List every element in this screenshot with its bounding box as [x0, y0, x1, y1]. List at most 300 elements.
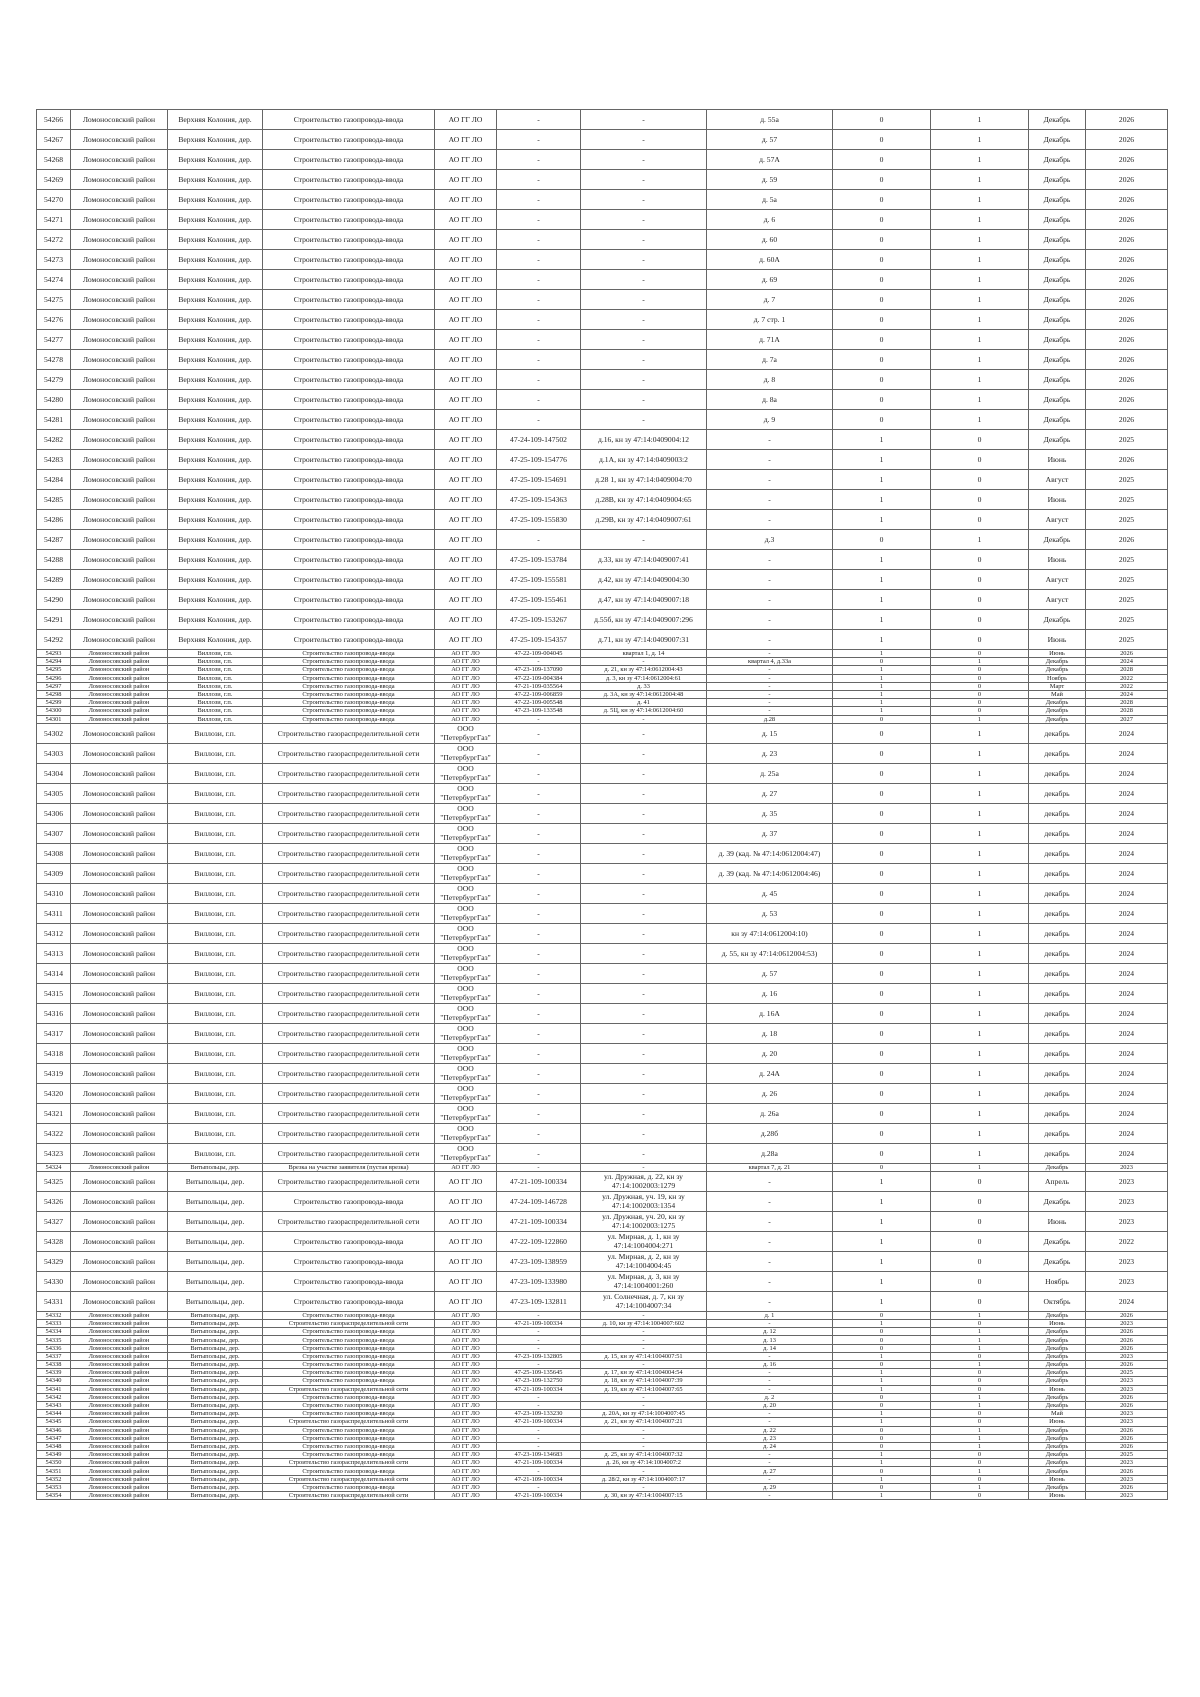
- cell-work: Строительство газопровода-ввода: [263, 470, 435, 490]
- table-row: [37, 570, 1168, 590]
- cell-work: Строительство газопровода-ввода: [263, 1451, 435, 1459]
- cell-c2: 0: [931, 1251, 1029, 1271]
- cell-district: Ломоносовский район: [71, 1352, 168, 1360]
- cell-year: 2024: [1086, 1103, 1168, 1123]
- cell-c2: 1: [931, 1311, 1029, 1319]
- cell-house: -: [707, 450, 833, 470]
- cell-locality: Верхняя Колония, дер.: [168, 150, 263, 170]
- cell-c2: 1: [931, 843, 1029, 863]
- table-row: [37, 1385, 1168, 1393]
- cell-month: Май: [1029, 690, 1086, 698]
- cell-c2: 1: [931, 1328, 1029, 1336]
- cell-house: -: [707, 690, 833, 698]
- cell-locality: Виллози, г.п.: [168, 707, 263, 715]
- cell-c1: 0: [833, 783, 931, 803]
- cell-permit: 47-22-109-004384: [497, 674, 581, 682]
- cell-c1: 0: [833, 350, 931, 370]
- cell-locality: Виллози, г.п.: [168, 1063, 263, 1083]
- cell-year: 2023: [1086, 1459, 1168, 1467]
- cell-c1: 1: [833, 570, 931, 590]
- cell-month: декабрь: [1029, 883, 1086, 903]
- cell-year: 2024: [1086, 1063, 1168, 1083]
- cell-permit: 47-21-109-100334: [497, 1475, 581, 1483]
- cell-org: АО ГГ ЛО: [435, 1320, 497, 1328]
- cell-house: -: [707, 682, 833, 690]
- cell-id: 54336: [37, 1344, 71, 1352]
- cell-year: 2022: [1086, 682, 1168, 690]
- cell-org: АО ГГ ЛО: [435, 470, 497, 490]
- cell-c2: 0: [931, 1291, 1029, 1311]
- cell-org: АО ГГ ЛО: [435, 1426, 497, 1434]
- cell-c1: 0: [833, 370, 931, 390]
- cell-id: 54326: [37, 1191, 71, 1211]
- cell-org: АО ГГ ЛО: [435, 1231, 497, 1251]
- cell-locality: Верхняя Колония, дер.: [168, 350, 263, 370]
- cell-id: 54287: [37, 530, 71, 550]
- cell-district: Ломоносовский район: [71, 1385, 168, 1393]
- cell-work: Строительство газопровода-ввода: [263, 310, 435, 330]
- cell-district: Ломоносовский район: [71, 510, 168, 530]
- cell-address: -: [581, 863, 707, 883]
- cell-district: Ломоносовский район: [71, 1271, 168, 1291]
- cell-id: 54268: [37, 150, 71, 170]
- cell-org: ООО "ПетербургГаз": [435, 1063, 497, 1083]
- cell-permit: 47-21-109-100334: [497, 1459, 581, 1467]
- cell-work: Строительство газораспределительной сети: [263, 1003, 435, 1023]
- cell-permit: -: [497, 270, 581, 290]
- cell-permit: -: [497, 1043, 581, 1063]
- cell-year: 2024: [1086, 983, 1168, 1003]
- cell-address: -: [581, 1434, 707, 1442]
- cell-c2: 1: [931, 210, 1029, 230]
- cell-locality: Виллози, г.п.: [168, 983, 263, 1003]
- cell-district: Ломоносовский район: [71, 410, 168, 430]
- cell-house: д. 23: [707, 1434, 833, 1442]
- cell-address: -: [581, 823, 707, 843]
- cell-id: 54350: [37, 1459, 71, 1467]
- cell-district: Ломоносовский район: [71, 658, 168, 666]
- cell-locality: Витыпольцы, дер.: [168, 1385, 263, 1393]
- cell-house: д. 23: [707, 743, 833, 763]
- cell-org: АО ГГ ЛО: [435, 230, 497, 250]
- cell-year: 2025: [1086, 570, 1168, 590]
- cell-c2: 0: [931, 450, 1029, 470]
- cell-id: 54351: [37, 1467, 71, 1475]
- cell-district: Ломоносовский район: [71, 1143, 168, 1163]
- cell-district: Ломоносовский район: [71, 1103, 168, 1123]
- cell-work: Строительство газораспределительной сети: [263, 863, 435, 883]
- cell-address: д. 17, кн зу 47:14:1004004:54: [581, 1369, 707, 1377]
- cell-org: АО ГГ ЛО: [435, 250, 497, 270]
- cell-address: д.42, кн зу 47:14:0409004:30: [581, 570, 707, 590]
- cell-address: -: [581, 370, 707, 390]
- cell-house: д. 18: [707, 1023, 833, 1043]
- cell-address: ул. Мирная, д. 1, кн зу 47:14:1004004:271: [581, 1231, 707, 1251]
- cell-address: д.16, кн зу 47:14:0409004:12: [581, 430, 707, 450]
- cell-month: декабрь: [1029, 983, 1086, 1003]
- cell-work: Строительство газопровода-ввода: [263, 1401, 435, 1409]
- cell-permit: -: [497, 290, 581, 310]
- cell-org: АО ГГ ЛО: [435, 658, 497, 666]
- cell-id: 54291: [37, 610, 71, 630]
- cell-permit: -: [497, 170, 581, 190]
- cell-id: 54301: [37, 715, 71, 723]
- cell-id: 54281: [37, 410, 71, 430]
- cell-permit: -: [497, 943, 581, 963]
- cell-c2: 0: [931, 1211, 1029, 1231]
- cell-c2: 0: [931, 690, 1029, 698]
- cell-c2: 1: [931, 130, 1029, 150]
- cell-c2: 0: [931, 1377, 1029, 1385]
- cell-permit: -: [497, 410, 581, 430]
- cell-permit: -: [497, 1123, 581, 1143]
- cell-c1: 0: [833, 1434, 931, 1442]
- cell-district: Ломоносовский район: [71, 330, 168, 350]
- cell-house: -: [707, 1418, 833, 1426]
- cell-work: Строительство газопровода-ввода: [263, 1410, 435, 1418]
- cell-c1: 0: [833, 1442, 931, 1450]
- cell-district: Ломоносовский район: [71, 707, 168, 715]
- cell-district: Ломоносовский район: [71, 1393, 168, 1401]
- cell-work: Строительство газораспределительной сети: [263, 1063, 435, 1083]
- table-row: [37, 590, 1168, 610]
- cell-permit: -: [497, 963, 581, 983]
- cell-work: Строительство газопровода-ввода: [263, 490, 435, 510]
- cell-id: 54325: [37, 1171, 71, 1191]
- cell-c1: 1: [833, 1271, 931, 1291]
- table-row: [37, 707, 1168, 715]
- cell-id: 54328: [37, 1231, 71, 1251]
- cell-locality: Верхняя Колония, дер.: [168, 170, 263, 190]
- cell-house: д.3: [707, 530, 833, 550]
- cell-c1: 0: [833, 130, 931, 150]
- cell-district: Ломоносовский район: [71, 250, 168, 270]
- cell-work: Строительство газопровода-ввода: [263, 715, 435, 723]
- cell-locality: Верхняя Колония, дер.: [168, 290, 263, 310]
- cell-c2: 0: [931, 1191, 1029, 1211]
- cell-month: Декабрь: [1029, 350, 1086, 370]
- cell-org: АО ГГ ЛО: [435, 1418, 497, 1426]
- cell-org: АО ГГ ЛО: [435, 1475, 497, 1483]
- cell-month: Декабрь: [1029, 1393, 1086, 1401]
- cell-year: 2026: [1086, 1311, 1168, 1319]
- cell-id: 54310: [37, 883, 71, 903]
- cell-c1: 0: [833, 1143, 931, 1163]
- cell-district: Ломоносовский район: [71, 390, 168, 410]
- cell-house: д. 57: [707, 963, 833, 983]
- cell-house: -: [707, 1451, 833, 1459]
- cell-address: -: [581, 230, 707, 250]
- cell-id: 54290: [37, 590, 71, 610]
- cell-month: Декабрь: [1029, 666, 1086, 674]
- cell-id: 54334: [37, 1328, 71, 1336]
- cell-c2: 0: [931, 1231, 1029, 1251]
- cell-address: -: [581, 290, 707, 310]
- cell-id: 54324: [37, 1163, 71, 1171]
- cell-id: 54267: [37, 130, 71, 150]
- cell-locality: Верхняя Колония, дер.: [168, 370, 263, 390]
- cell-district: Ломоносовский район: [71, 550, 168, 570]
- cell-locality: Верхняя Колония, дер.: [168, 110, 263, 130]
- cell-house: д. 25а: [707, 763, 833, 783]
- cell-c1: 0: [833, 763, 931, 783]
- cell-id: 54320: [37, 1083, 71, 1103]
- cell-org: АО ГГ ЛО: [435, 1393, 497, 1401]
- cell-c1: 1: [833, 1385, 931, 1393]
- cell-permit: 47-23-109-137090: [497, 666, 581, 674]
- cell-district: Ломоносовский район: [71, 210, 168, 230]
- cell-id: 54338: [37, 1361, 71, 1369]
- cell-c2: 1: [931, 1361, 1029, 1369]
- cell-org: ООО "ПетербургГаз": [435, 763, 497, 783]
- cell-work: Строительство газопровода-ввода: [263, 707, 435, 715]
- cell-org: ООО "ПетербургГаз": [435, 1043, 497, 1063]
- cell-work: Строительство газораспределительной сети: [263, 1475, 435, 1483]
- cell-org: АО ГГ ЛО: [435, 630, 497, 650]
- cell-locality: Виллози, г.п.: [168, 699, 263, 707]
- table-row: [37, 130, 1168, 150]
- cell-address: -: [581, 1442, 707, 1450]
- cell-house: -: [707, 1385, 833, 1393]
- cell-locality: Витыпольцы, дер.: [168, 1369, 263, 1377]
- table-row: [37, 1043, 1168, 1063]
- cell-month: Ноябрь: [1029, 674, 1086, 682]
- cell-month: Декабрь: [1029, 170, 1086, 190]
- cell-district: Ломоносовский район: [71, 370, 168, 390]
- cell-month: декабрь: [1029, 823, 1086, 843]
- cell-locality: Виллози, г.п.: [168, 863, 263, 883]
- cell-id: 54294: [37, 658, 71, 666]
- cell-address: -: [581, 983, 707, 1003]
- cell-month: Август: [1029, 470, 1086, 490]
- table-row: [37, 666, 1168, 674]
- cell-work: Строительство газопровода-ввода: [263, 430, 435, 450]
- cell-permit: -: [497, 1003, 581, 1023]
- cell-year: 2024: [1086, 883, 1168, 903]
- cell-year: 2024: [1086, 1043, 1168, 1063]
- cell-c1: 1: [833, 1418, 931, 1426]
- cell-year: 2026: [1086, 1393, 1168, 1401]
- cell-address: -: [581, 1103, 707, 1123]
- cell-id: 54312: [37, 923, 71, 943]
- cell-locality: Виллози, г.п.: [168, 823, 263, 843]
- cell-locality: Верхняя Колония, дер.: [168, 210, 263, 230]
- cell-work: Строительство газопровода-ввода: [263, 699, 435, 707]
- cell-house: д. 2: [707, 1393, 833, 1401]
- cell-house: д. 60А: [707, 250, 833, 270]
- cell-address: д.29В, кн зу 47:14:0409007:61: [581, 510, 707, 530]
- cell-district: Ломоносовский район: [71, 743, 168, 763]
- cell-address: -: [581, 1467, 707, 1475]
- cell-house: д. 6: [707, 210, 833, 230]
- cell-year: 2026: [1086, 390, 1168, 410]
- cell-permit: -: [497, 330, 581, 350]
- cell-locality: Виллози, г.п.: [168, 1123, 263, 1143]
- cell-org: АО ГГ ЛО: [435, 1369, 497, 1377]
- cell-locality: Виллози, г.п.: [168, 1103, 263, 1123]
- cell-year: 2026: [1086, 110, 1168, 130]
- cell-id: 54306: [37, 803, 71, 823]
- cell-district: Ломоносовский район: [71, 1311, 168, 1319]
- cell-district: Ломоносовский район: [71, 1328, 168, 1336]
- table-row: [37, 983, 1168, 1003]
- cell-c2: 1: [931, 1336, 1029, 1344]
- cell-district: Ломоносовский район: [71, 803, 168, 823]
- cell-c1: 0: [833, 410, 931, 430]
- cell-locality: Верхняя Колония, дер.: [168, 530, 263, 550]
- cell-district: Ломоносовский район: [71, 1492, 168, 1500]
- cell-work: Строительство газораспределительной сети: [263, 1023, 435, 1043]
- cell-house: -: [707, 1171, 833, 1191]
- cell-district: Ломоносовский район: [71, 843, 168, 863]
- cell-c2: 1: [931, 1163, 1029, 1171]
- cell-permit: -: [497, 1023, 581, 1043]
- cell-id: 54314: [37, 963, 71, 983]
- table-row: [37, 883, 1168, 903]
- cell-month: Декабрь: [1029, 250, 1086, 270]
- cell-year: 2026: [1086, 1328, 1168, 1336]
- cell-locality: Виллози, г.п.: [168, 715, 263, 723]
- cell-org: ООО "ПетербургГаз": [435, 783, 497, 803]
- cell-address: -: [581, 1483, 707, 1491]
- cell-locality: Виллози, г.п.: [168, 1003, 263, 1023]
- cell-work: Строительство газопровода-ввода: [263, 1251, 435, 1271]
- cell-c1: 0: [833, 658, 931, 666]
- cell-year: 2023: [1086, 1211, 1168, 1231]
- cell-work: Врезка на участке заявителя (пустая врезка): [263, 1163, 435, 1171]
- table-row: [37, 1103, 1168, 1123]
- cell-c1: 0: [833, 330, 931, 350]
- cell-month: Декабрь: [1029, 1459, 1086, 1467]
- cell-org: АО ГГ ЛО: [435, 1451, 497, 1459]
- cell-district: Ломоносовский район: [71, 570, 168, 590]
- cell-year: 2024: [1086, 1003, 1168, 1023]
- table-row: [37, 783, 1168, 803]
- cell-year: 2023: [1086, 1410, 1168, 1418]
- cell-address: -: [581, 350, 707, 370]
- cell-c1: 1: [833, 1369, 931, 1377]
- cell-address: -: [581, 1393, 707, 1401]
- cell-locality: Виллози, г.п.: [168, 1143, 263, 1163]
- cell-permit: 47-21-109-035564: [497, 682, 581, 690]
- cell-org: ООО "ПетербургГаз": [435, 963, 497, 983]
- cell-c1: 1: [833, 1291, 931, 1311]
- table-row: [37, 674, 1168, 682]
- table-row: [37, 1328, 1168, 1336]
- cell-c1: 1: [833, 630, 931, 650]
- cell-org: АО ГГ ЛО: [435, 570, 497, 590]
- cell-month: декабрь: [1029, 943, 1086, 963]
- cell-c2: 1: [931, 350, 1029, 370]
- table-row: [37, 1459, 1168, 1467]
- cell-permit: 47-24-109-147502: [497, 430, 581, 450]
- cell-locality: Витыпольцы, дер.: [168, 1311, 263, 1319]
- table-body: [37, 110, 1168, 1500]
- cell-month: Июнь: [1029, 550, 1086, 570]
- cell-year: 2026: [1086, 1361, 1168, 1369]
- cell-year: 2026: [1086, 1442, 1168, 1450]
- cell-district: Ломоносовский район: [71, 883, 168, 903]
- cell-locality: Верхняя Колония, дер.: [168, 390, 263, 410]
- cell-permit: -: [497, 923, 581, 943]
- cell-work: Строительство газораспределительной сети: [263, 783, 435, 803]
- cell-locality: Верхняя Колония, дер.: [168, 410, 263, 430]
- cell-org: ООО "ПетербургГаз": [435, 883, 497, 903]
- cell-month: Июнь: [1029, 630, 1086, 650]
- cell-id: 54272: [37, 230, 71, 250]
- cell-year: 2024: [1086, 823, 1168, 843]
- cell-locality: Витыпольцы, дер.: [168, 1191, 263, 1211]
- cell-address: -: [581, 963, 707, 983]
- cell-address: -: [581, 1123, 707, 1143]
- cell-address: д. 3А, кн зу 47:14:0612004:48: [581, 690, 707, 698]
- cell-work: Строительство газопровода-ввода: [263, 1369, 435, 1377]
- cell-id: 54340: [37, 1377, 71, 1385]
- cell-month: Декабрь: [1029, 707, 1086, 715]
- cell-id: 54269: [37, 170, 71, 190]
- table-row: [37, 1344, 1168, 1352]
- cell-id: 54349: [37, 1451, 71, 1459]
- cell-house: д. 12: [707, 1328, 833, 1336]
- cell-year: 2022: [1086, 674, 1168, 682]
- cell-permit: -: [497, 350, 581, 370]
- cell-district: Ломоносовский район: [71, 1043, 168, 1063]
- cell-district: Ломоносовский район: [71, 699, 168, 707]
- cell-month: декабрь: [1029, 1123, 1086, 1143]
- cell-year: 2027: [1086, 715, 1168, 723]
- cell-permit: 47-21-109-100334: [497, 1418, 581, 1426]
- cell-house: д. 20: [707, 1401, 833, 1409]
- cell-c2: 1: [931, 1063, 1029, 1083]
- cell-work: Строительство газопровода-ввода: [263, 650, 435, 658]
- cell-house: д. 16: [707, 1361, 833, 1369]
- cell-work: Строительство газораспределительной сети: [263, 1143, 435, 1163]
- cell-c1: 0: [833, 1103, 931, 1123]
- cell-c2: 1: [931, 863, 1029, 883]
- table-row: [37, 1311, 1168, 1319]
- cell-id: 54299: [37, 699, 71, 707]
- cell-district: Ломоносовский район: [71, 715, 168, 723]
- cell-district: Ломоносовский район: [71, 1344, 168, 1352]
- cell-month: Август: [1029, 590, 1086, 610]
- cell-address: -: [581, 1163, 707, 1171]
- table-row: [37, 110, 1168, 130]
- table-row: [37, 1251, 1168, 1271]
- cell-c1: 0: [833, 903, 931, 923]
- cell-id: 54335: [37, 1336, 71, 1344]
- cell-permit: 47-24-109-146728: [497, 1191, 581, 1211]
- cell-month: Декабрь: [1029, 1344, 1086, 1352]
- cell-c2: 1: [931, 743, 1029, 763]
- cell-id: 54307: [37, 823, 71, 843]
- cell-house: д. 45: [707, 883, 833, 903]
- cell-month: Июнь: [1029, 650, 1086, 658]
- cell-house: д. 53: [707, 903, 833, 923]
- cell-permit: -: [497, 903, 581, 923]
- cell-c2: 0: [931, 490, 1029, 510]
- cell-house: -: [707, 430, 833, 450]
- cell-permit: -: [497, 1483, 581, 1491]
- cell-id: 54343: [37, 1401, 71, 1409]
- cell-month: Декабрь: [1029, 1377, 1086, 1385]
- cell-c1: 1: [833, 450, 931, 470]
- cell-permit: 47-23-109-132811: [497, 1291, 581, 1311]
- cell-month: Июнь: [1029, 1418, 1086, 1426]
- cell-house: -: [707, 510, 833, 530]
- cell-month: декабрь: [1029, 1103, 1086, 1123]
- cell-c2: 0: [931, 666, 1029, 674]
- cell-year: 2025: [1086, 510, 1168, 530]
